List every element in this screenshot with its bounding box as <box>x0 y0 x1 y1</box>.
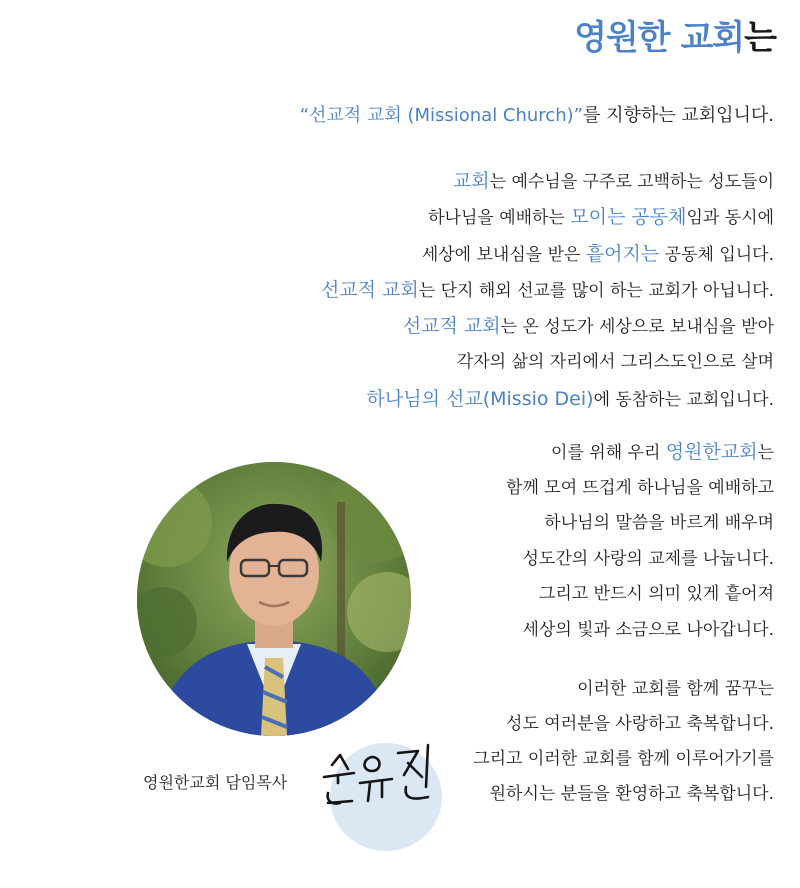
highlight-church: 교회 <box>452 170 490 192</box>
welcome-paragraph <box>473 672 774 812</box>
pastor-signature <box>318 735 442 851</box>
highlight-gathering: 모이는 공동체 <box>570 206 687 229</box>
purpose-paragraph <box>506 435 774 649</box>
intro-line-2 <box>321 199 774 235</box>
lead-paragraph <box>300 98 774 134</box>
text: 공동체 입니다. <box>659 244 774 265</box>
text: 는 예수님을 구주로 고백하는 성도들이 <box>489 172 774 192</box>
text: 는 온 성도가 세상으로 보내심을 받아 <box>500 317 774 338</box>
portrait-illustration <box>137 462 411 736</box>
welcome-line-4: 원하시는 분들을 환영하고 축복합니다. <box>489 784 774 804</box>
purpose-line-3: 하나님의 말씀을 바르게 배우며 <box>544 513 774 534</box>
purpose-line-1 <box>506 435 774 471</box>
lead-rest: 를 지향하는 교회입니다. <box>582 105 774 126</box>
intro-line-6: 각자의 삶의 자리에서 그리스도인으로 살며 <box>456 352 774 373</box>
highlight-scattering: 흩어지는 <box>585 242 660 265</box>
welcome-line-1: 이러한 교회를 함께 꿈꾸는 <box>577 679 774 699</box>
purpose-line-6: 세상의 빛과 소금으로 나아갑니다. <box>522 619 774 640</box>
welcome-line-2: 성도 여러분을 사랑하고 축복합니다. <box>506 714 774 734</box>
highlight-missional: 선교적 교회 <box>402 315 501 338</box>
lead-line <box>300 98 774 134</box>
pastor-caption: 영원한교회 담임목사 <box>143 773 288 792</box>
text: 는 단지 해외 선교를 많이 하는 교회가 아닙니다. <box>418 280 774 301</box>
purpose-line-2: 함께 모여 뜨겁게 하나님을 예배하고 <box>506 477 774 498</box>
text: 이를 위해 우리 <box>551 443 666 463</box>
intro-line-4 <box>321 272 774 308</box>
purpose-line-4: 성도간의 사랑의 교제를 나눕니다. <box>522 548 774 569</box>
text: 에 동참하는 교회입니다. <box>593 389 774 410</box>
intro-line-1 <box>321 163 774 199</box>
signature-handwriting <box>318 735 442 851</box>
text: 임과 동시에 <box>686 208 774 229</box>
highlight-missio-dei: 하나님의 선교(Missio Dei) <box>366 387 594 410</box>
highlight-missional: 선교적 교회 <box>320 278 419 301</box>
text: 는 <box>757 443 774 463</box>
page-title <box>574 10 776 59</box>
intro-paragraph <box>321 163 774 417</box>
title-dark: 는 <box>744 18 776 58</box>
title-blue: 영원한 교회 <box>574 18 745 58</box>
highlight-church-name: 영원한교회 <box>665 441 758 463</box>
lead-quote: “선교적 교회 (Missional Church)” <box>299 105 583 126</box>
intro-line-3 <box>321 236 774 272</box>
intro-line-5 <box>321 308 774 344</box>
text: 세상에 보내심을 받은 <box>421 244 586 265</box>
intro-line-7 <box>321 381 774 417</box>
welcome-line-3: 그리고 이러한 교회를 함께 이루어가기를 <box>473 749 774 769</box>
purpose-line-5: 그리고 반드시 의미 있게 흩어져 <box>538 584 774 605</box>
pastor-portrait <box>137 462 411 736</box>
text: 하나님을 예배하는 <box>428 208 571 229</box>
